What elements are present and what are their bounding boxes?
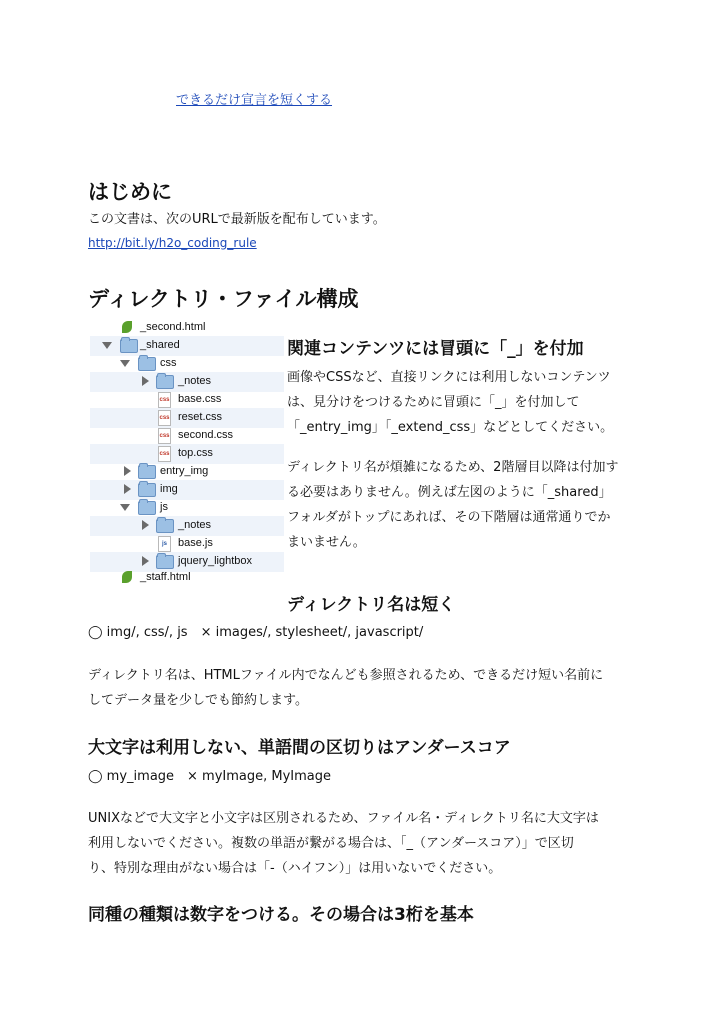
intro-text: この文書は、次のURLで最新版を配布しています。 <box>88 212 386 227</box>
tree-row <box>90 462 284 482</box>
disclosure-open-icon <box>120 504 130 511</box>
html-file-icon <box>122 571 132 583</box>
tree-label: js <box>160 501 168 513</box>
distribution-url-link[interactable]: http://bit.ly/h2o_coding_rule <box>88 236 257 250</box>
folder-icon <box>138 483 156 497</box>
numbering-heading: 同種の種類は数字をつける。その場合は3桁を基本 <box>88 905 474 925</box>
css-file-icon: css <box>158 446 171 462</box>
tree-row <box>90 534 284 554</box>
folder-icon <box>156 519 174 533</box>
tree-row <box>90 372 284 392</box>
short-names-line: してデータ量を少しでも節約します。 <box>88 693 308 708</box>
html-file-icon <box>122 321 132 333</box>
disclosure-closed-icon <box>142 376 149 386</box>
prefix-line: 「_entry_img」「_extend_css」などとしてください。 <box>287 420 614 435</box>
short-names-example: ◯ img/, css/, js × images/, stylesheet/, javascript/ <box>88 625 424 640</box>
lowercase-heading: 大文字は利用しない、単語間の区切りはアンダースコア <box>88 738 511 758</box>
prefix-line: 画像やCSSなど、直接リンクには利用しないコンテンツ <box>287 370 611 385</box>
tree-label: img <box>160 483 178 495</box>
disclosure-closed-icon <box>124 484 131 494</box>
tree-label: base.css <box>178 393 222 405</box>
tree-row <box>90 426 284 446</box>
intro-heading: はじめに <box>88 180 172 204</box>
css-file-icon: css <box>158 428 171 444</box>
short-names-heading: ディレクトリ名は短く <box>287 595 456 615</box>
folder-icon <box>138 501 156 515</box>
folder-icon <box>156 375 174 389</box>
css-file-icon: css <box>158 410 171 426</box>
tree-row <box>90 318 284 338</box>
folder-icon <box>156 555 174 569</box>
disclosure-closed-icon <box>142 520 149 530</box>
tree-label: base.js <box>178 537 213 549</box>
prefix-heading: 関連コンテンツには冒頭に「_」を付加 <box>287 339 584 359</box>
tree-row <box>90 480 284 500</box>
depth-line: フォルダがトップにあれば、その下階層は通常通りでか <box>287 510 611 525</box>
disclosure-closed-icon <box>124 466 131 476</box>
tree-label: entry_img <box>160 465 209 477</box>
disclosure-closed-icon <box>142 556 149 566</box>
tree-row <box>90 498 284 518</box>
css-file-icon: css <box>158 392 171 408</box>
tree-label: _shared <box>140 339 180 351</box>
folder-icon <box>138 357 156 371</box>
prefix-line: は、見分けをつけるために冒頭に「_」を付加して <box>287 395 580 410</box>
tree-label: jquery_lightbox <box>178 555 252 567</box>
tree-label: second.css <box>178 429 234 441</box>
lowercase-line: り、特別な理由がない場合は「-（ハイフン）」は用いないでください。 <box>88 861 502 876</box>
short-names-line: ディレクトリ名は、HTMLファイル内でなんども参照されるため、できるだけ短い名前に <box>88 668 604 683</box>
tree-row <box>90 444 284 464</box>
lowercase-example: ◯ my_image × myImage, MyImage <box>88 769 332 784</box>
lowercase-line: UNIXなどで大文字と小文字は区別されるため、ファイル名・ディレクトリ名に大文字は <box>88 811 599 826</box>
tree-label: _second.html <box>140 321 206 333</box>
tree-row <box>90 354 284 374</box>
depth-line: る必要はありません。例えば左図のように「_shared」 <box>287 485 612 500</box>
tree-label: reset.css <box>178 411 223 423</box>
structure-heading: ディレクトリ・ファイル構成 <box>88 287 359 311</box>
tree-label: _notes <box>178 519 212 531</box>
lowercase-line: 利用しないでください。複数の単語が繋がる場合は、「_（アンダースコア）」で区切 <box>88 836 574 851</box>
js-file-icon: js <box>158 536 171 552</box>
tree-label: _staff.html <box>140 571 191 583</box>
disclosure-open-icon <box>120 360 130 367</box>
folder-icon <box>138 465 156 479</box>
depth-line: まいません。 <box>287 535 366 550</box>
tree-row <box>90 568 284 588</box>
tree-row <box>90 336 284 356</box>
tree-row <box>90 516 284 536</box>
tree-row <box>90 408 284 428</box>
folder-icon <box>120 339 138 353</box>
file-tree-figure <box>90 320 284 583</box>
tree-label: css <box>160 357 177 369</box>
depth-line: ディレクトリ名が煩雑になるため、2階層目以降は付加す <box>287 460 619 475</box>
tree-label: _notes <box>178 375 212 387</box>
tree-row <box>90 390 284 410</box>
tree-label: top.css <box>178 447 213 459</box>
disclosure-open-icon <box>102 342 112 349</box>
toc-link[interactable]: できるだけ宣言を短くする <box>176 93 333 108</box>
